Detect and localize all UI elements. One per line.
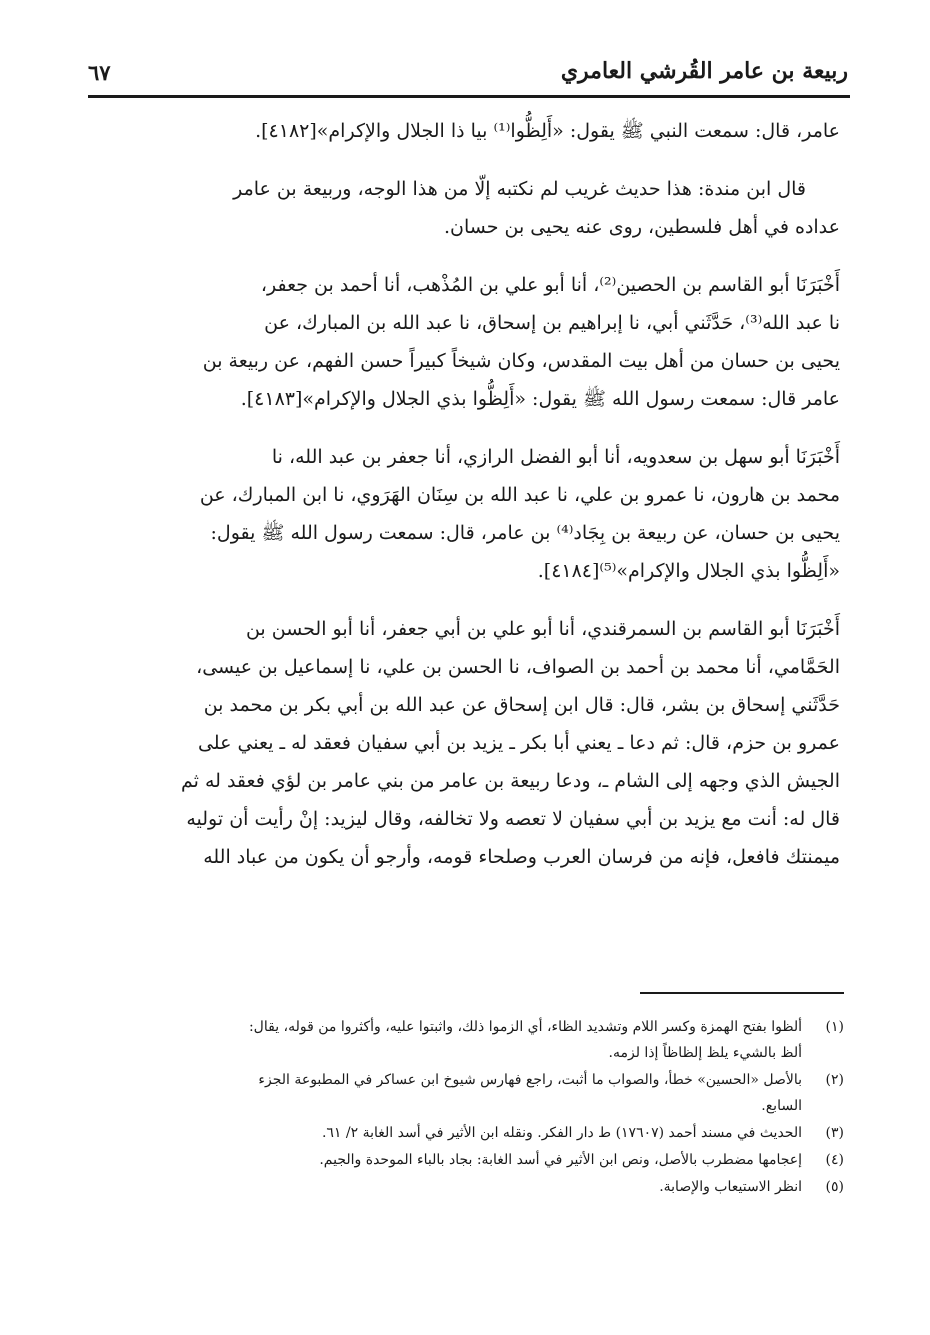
footnote-line: السابع.	[761, 1098, 802, 1114]
footnote-line: ألظوا بفتح الهمزة وكسر اللام وتشديد الظاء، أي الزموا ذلك، واثبتوا عليه، وأكثروا من قوله، يقال:	[248, 1019, 802, 1035]
main-text	[92, 112, 840, 896]
running-title: ربيعة بن عامر القُرشي العامري	[560, 58, 848, 84]
text-line: نا عبد الله⁽³⁾، حَدَّثَني أبي، نا إبراهيم بن إسحاق، نا عبد الله بن المبارك، عن	[264, 312, 840, 334]
text-line: محمد بن هارون، نا عمرو بن علي، نا عبد الله بن سِنَان الهَرَوي، نا ابن المبارك، عن	[199, 484, 840, 506]
page-number: ٦٧	[88, 60, 111, 85]
footnote-text	[92, 1120, 802, 1146]
paragraph	[92, 438, 840, 590]
footnote	[92, 1067, 844, 1119]
text-line: الجيش الذي وجهه إلى الشام ـ، ودعا ربيعة بن عامر من بني عامر بن لؤي فعقد له ثم	[180, 770, 840, 792]
text-line: عمرو بن حزم، قال: ثم دعا ـ يعني أبا بكر ـ يزيد بن أبي سفيان فعقد له ـ يعني على	[197, 732, 840, 754]
footnote-line: ألظ بالشيء يلظ إلظاظاً إذا لزمه.	[608, 1045, 802, 1061]
footnote-separator	[640, 992, 844, 994]
footnote-line: بالأصل «الحسين» خطأ، والصواب ما أثبت، راجع فهارس شيوخ ابن عساكر في المطبوعة الجزء	[258, 1072, 802, 1088]
text-line: يحيى بن حسان، عن ربيعة بن بِجَاد⁽⁴⁾ بن عامر، قال: سمعت رسول الله ﷺ يقول:	[210, 522, 840, 544]
footnotes	[92, 1014, 844, 1201]
text-line: قال ابن مندة: هذا حديث غريب لم نكتبه إلّا من هذا الوجه، وربيعة بن عامر	[233, 178, 806, 200]
footnote	[92, 1174, 844, 1200]
footnote-line: إعجامها مضطرب بالأصل، ونص ابن الأثير في أسد الغابة: بجاد بالباء الموحدة والجيم.	[319, 1152, 802, 1168]
header-rule	[88, 95, 850, 98]
footnote-number: (٤)	[825, 1152, 844, 1168]
footnote-text	[92, 1014, 802, 1066]
text-line: يحيى بن حسان من أهل بيت المقدس، وكان شيخاً كبيراً حسن الفهم، عن ربيعة بن	[202, 350, 840, 372]
text-line: عامر قال: سمعت رسول الله ﷺ يقول: «أَلِظُّوا بذي الجلال والإكرام»[٤١٨٣].	[240, 388, 840, 410]
footnote-number: (١)	[825, 1019, 844, 1035]
footnote-text	[92, 1067, 802, 1119]
footnote	[92, 1147, 844, 1173]
text-line: «أَلِظُّوا بذي الجلال والإكرام»⁽⁵⁾[٤١٨٤].	[537, 560, 840, 582]
footnote-line: انظر الاستيعاب والإصابة.	[659, 1179, 802, 1195]
footnote	[92, 1120, 844, 1146]
paragraph	[92, 610, 840, 876]
text-line: عداده في أهل فلسطين، روى عنه يحيى بن حسان.	[444, 216, 840, 238]
paragraph	[92, 170, 840, 246]
footnote-number: (٣)	[825, 1125, 844, 1141]
paragraph	[92, 266, 840, 418]
text-line: قال له: أنت مع يزيد بن أبي سفيان لا تعصه ولا تخالفه، وقال ليزيد: إنْ رأيت أن توليه	[186, 808, 840, 830]
text-line: أَخْبَرَنَا أبو القاسم بن السمرقندي، أنا أبو علي بن أبي جعفر، أنا أبو الحسن بن	[245, 618, 840, 640]
footnote-number: (٢)	[825, 1072, 844, 1088]
footnote-number: (٥)	[825, 1179, 844, 1195]
page-header	[88, 52, 848, 94]
footnote-text	[92, 1174, 802, 1200]
paragraph	[92, 112, 840, 150]
text-line: ميمنتك فافعل، فإنه من فرسان العرب وصلحاء قومه، وأرجو أن يكون من عباد الله	[203, 846, 840, 868]
text-line: أَخْبَرَنَا أبو القاسم بن الحصين⁽²⁾، أنا أبو علي بن المُذْهب، أنا أحمد بن جعفر،	[260, 274, 840, 296]
footnote	[92, 1014, 844, 1066]
footnote-text	[92, 1147, 802, 1173]
footnote-line: الحديث في مسند أحمد (١٧٦٠٧) ط دار الفكر. ونقله ابن الأثير في أسد الغابة ٢/ ٦١.	[321, 1125, 802, 1141]
text-line: حَدَّثَني إسحاق بن بشر، قال: قال ابن إسحاق عن عبد الله بن أبي بكر بن محمد بن	[203, 694, 840, 716]
text-line: الحَمَّامي، أنا محمد بن أحمد بن الصواف، نا الحسن بن علي، نا إسماعيل بن عيسى،	[196, 656, 840, 678]
text-line: عامر، قال: سمعت النبي ﷺ يقول: «أَلِظُّوا⁽¹⁾ بيا ذا الجلال والإكرام»[٤١٨٢].	[255, 120, 840, 142]
text-line: أَخْبَرَنَا أبو سهل بن سعدويه، أنا أبو الفضل الرازي، أنا جعفر بن عبد الله، نا	[271, 446, 840, 468]
